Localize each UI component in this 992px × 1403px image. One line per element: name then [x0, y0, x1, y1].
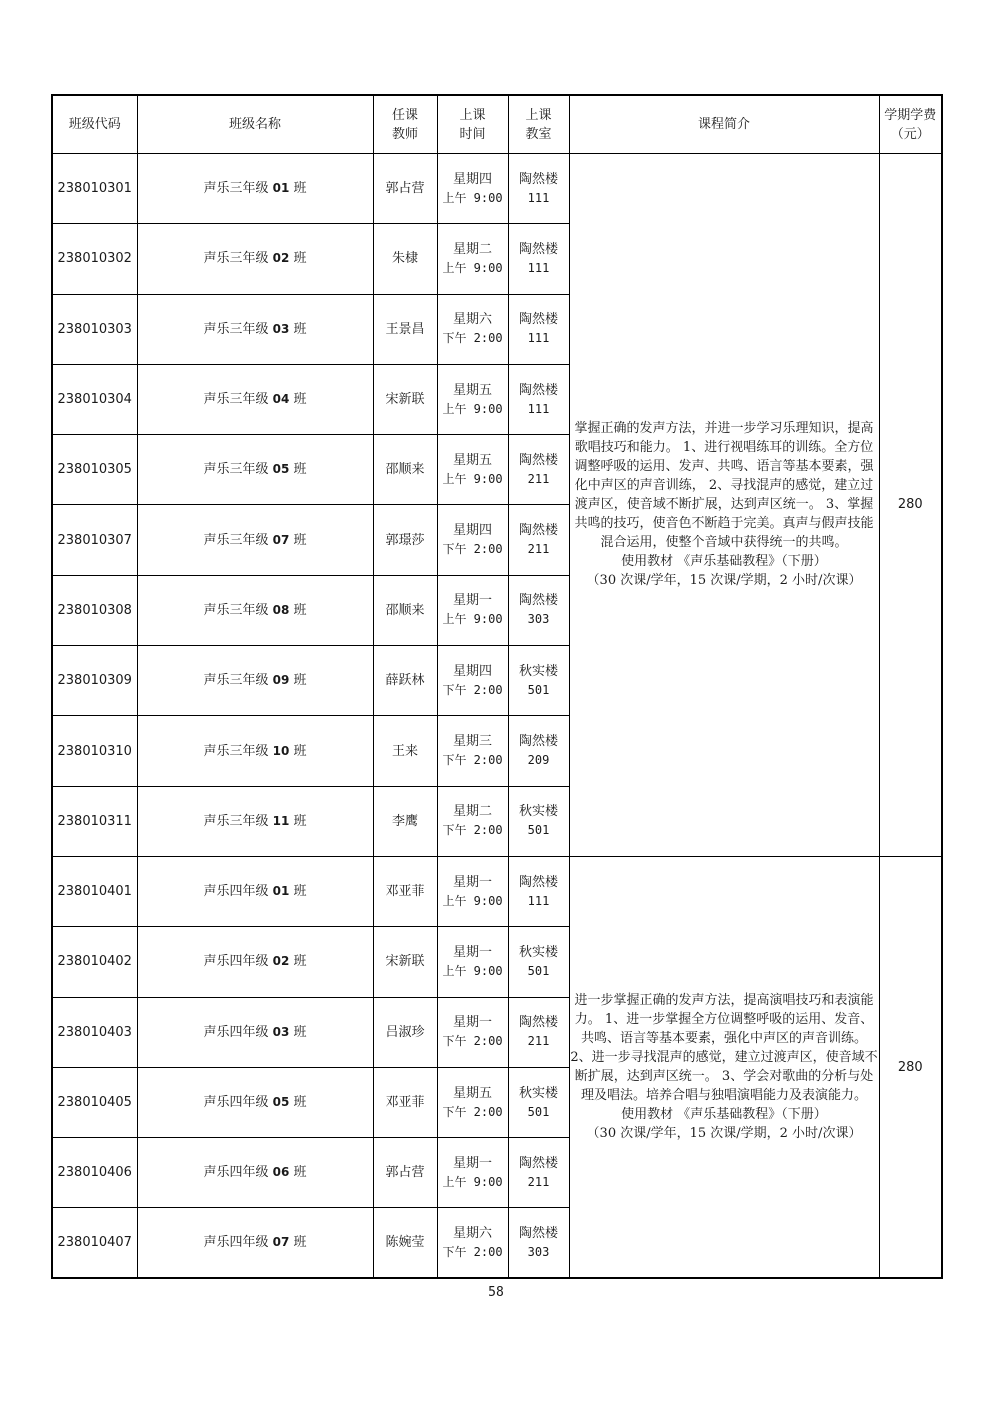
header-room-line2: 教室: [525, 126, 552, 142]
class-day: 星期四: [452, 523, 492, 539]
class-name-number: 01: [272, 181, 290, 196]
class-time: [437, 435, 508, 505]
class-name-prefix: 声乐四年级: [203, 1165, 269, 1181]
class-day: 星期五: [452, 1085, 492, 1101]
classroom-number: 111: [527, 893, 550, 908]
class-name-suffix: 班: [293, 673, 307, 689]
class-code: 238010405: [52, 1067, 137, 1137]
classroom-building: 陶然楼: [518, 382, 558, 398]
classroom: [508, 786, 569, 856]
classroom: [508, 505, 569, 575]
classroom-number: 303: [527, 612, 550, 627]
header-fee-line1: 学期学费: [884, 107, 937, 123]
class-name: [137, 364, 373, 434]
classroom: [508, 154, 569, 224]
teacher: 邵顺来: [373, 575, 437, 645]
class-code: 238010401: [52, 856, 137, 926]
course-description-paragraph: 掌握正确的发声方法，并进一步学习乐理知识，提高歌唱技巧和能力。 1、进行视唱练耳的训练。全方位调整呼吸的运用、发声、共鸣、语言等基本要素，强化中声区的声音训练， 2、寻找混声的感觉，建立过渡声区，使音域不断扩展，达到声区统一。 3、掌握共鸣的技巧，使音色不断趋于完美。真声与假声技能混合运用，使整个音域中获得统一的共鸣。: [574, 421, 874, 551]
class-name-prefix: 声乐四年级: [203, 954, 269, 970]
classroom-building: 秋实楼: [518, 944, 558, 960]
header-teacher: [373, 95, 437, 154]
class-hour: 上午 9:00: [442, 401, 503, 416]
classroom-number: 111: [527, 331, 550, 346]
class-name-prefix: 声乐四年级: [203, 884, 269, 900]
header-class-name: 班级名称: [137, 95, 373, 154]
class-day: 星期二: [452, 241, 492, 257]
class-time: [437, 1138, 508, 1208]
teacher: 薛跃林: [373, 646, 437, 716]
class-day: 星期四: [452, 171, 492, 187]
course-description: [569, 154, 879, 857]
classroom: [508, 856, 569, 926]
header-course-intro: 课程简介: [569, 95, 879, 154]
class-name-prefix: 声乐四年级: [203, 1235, 269, 1251]
classroom: [508, 646, 569, 716]
class-time: [437, 224, 508, 294]
classroom-number: 111: [527, 190, 550, 205]
class-name-prefix: 声乐三年级: [203, 251, 269, 267]
class-name-suffix: 班: [293, 813, 307, 829]
class-time: [437, 927, 508, 997]
class-name: [137, 716, 373, 786]
classroom: [508, 294, 569, 364]
class-name-suffix: 班: [293, 462, 307, 478]
class-name-number: 01: [272, 884, 290, 899]
class-code: 238010309: [52, 646, 137, 716]
classroom: [508, 716, 569, 786]
classroom-building: 陶然楼: [518, 523, 558, 539]
class-name-suffix: 班: [293, 743, 307, 759]
header-room: [508, 95, 569, 154]
header-fee-line2: （元）: [890, 126, 930, 142]
class-name-number: 02: [272, 954, 290, 969]
classroom-building: 陶然楼: [518, 241, 558, 257]
class-name: [137, 1138, 373, 1208]
class-name-suffix: 班: [293, 532, 307, 548]
class-hour: 上午 9:00: [442, 260, 503, 275]
class-name-number: 11: [272, 813, 290, 828]
class-name: [137, 505, 373, 575]
classroom-number: 501: [527, 682, 550, 697]
table-row: [52, 154, 942, 224]
teacher: 邵顺来: [373, 435, 437, 505]
class-hour: 下午 2:00: [442, 331, 503, 346]
class-day: 星期二: [452, 804, 492, 820]
classroom-number: 303: [527, 1244, 550, 1259]
classroom: [508, 1138, 569, 1208]
class-code: 238010301: [52, 154, 137, 224]
classroom-building: 陶然楼: [518, 874, 558, 890]
class-name-number: 07: [272, 532, 290, 547]
class-name-prefix: 声乐三年级: [203, 181, 269, 197]
class-name: [137, 154, 373, 224]
teacher: 郭璟莎: [373, 505, 437, 575]
class-name-prefix: 声乐四年级: [203, 1095, 269, 1110]
class-name-number: 05: [272, 462, 290, 477]
class-name-suffix: 班: [293, 1024, 307, 1040]
class-name-prefix: 声乐三年级: [203, 602, 269, 618]
class-name-suffix: 班: [293, 884, 307, 900]
class-day: 星期一: [452, 944, 492, 960]
teacher: 邓亚菲: [373, 856, 437, 926]
classroom-number: 501: [527, 823, 550, 838]
class-code: 238010406: [52, 1138, 137, 1208]
class-time: [437, 1208, 508, 1278]
class-name: [137, 786, 373, 856]
semester-fee: 280: [879, 856, 942, 1278]
class-name-suffix: 班: [293, 1095, 307, 1110]
class-day: 星期一: [452, 874, 492, 890]
classroom-building: 陶然楼: [518, 171, 558, 187]
header-time-line1: 上课: [459, 107, 486, 123]
class-day: 星期六: [452, 312, 492, 328]
classroom-building: 陶然楼: [518, 593, 558, 609]
class-name-number: 02: [272, 251, 290, 266]
class-name-number: 07: [272, 1235, 290, 1250]
class-name: [137, 997, 373, 1067]
table-row: [52, 856, 942, 926]
header-teacher-line2: 教师: [391, 126, 418, 142]
class-name-suffix: 班: [293, 602, 307, 618]
header-time-line2: 时间: [459, 126, 486, 142]
class-day: 星期一: [452, 1015, 492, 1031]
class-hour: 上午 9:00: [442, 190, 503, 205]
class-time: [437, 575, 508, 645]
class-code: 238010302: [52, 224, 137, 294]
class-name-prefix: 声乐三年级: [203, 462, 269, 478]
classroom-building: 陶然楼: [518, 1015, 558, 1031]
classroom-number: 111: [527, 401, 550, 416]
course-description: [569, 856, 879, 1278]
class-hour: 下午 2:00: [442, 823, 503, 838]
class-code: 238010304: [52, 364, 137, 434]
class-hour: 下午 2:00: [442, 1104, 503, 1119]
class-name: [137, 1208, 373, 1278]
class-day: 星期一: [452, 593, 492, 609]
course-description-paragraph: （30 次课/学年，15 次课/学期，2 小时/次课）: [586, 573, 862, 589]
classroom-building: 秋实楼: [518, 1085, 558, 1101]
class-time: [437, 505, 508, 575]
class-time: [437, 997, 508, 1067]
teacher: 王来: [373, 716, 437, 786]
course-description-paragraph: 进一步掌握正确的发声方法，提高演唱技巧和表演能力。 1、进一步掌握全方位调整呼吸的运用、发音、共鸣、语言等基本要素，强化中声区的声音训练。 2、进一步寻找混声的感觉，建立过渡声区，使音域不断扩展，达到声区统一。 3、学会对歌曲的分析与处理及唱法。培养合唱与独唱演唱能力及表演能力。: [570, 993, 878, 1104]
class-code: 238010305: [52, 435, 137, 505]
header-row: [52, 95, 942, 154]
teacher: 李鹰: [373, 786, 437, 856]
class-name: [137, 646, 373, 716]
header-fee: [879, 95, 942, 154]
class-hour: 下午 2:00: [442, 753, 503, 768]
semester-fee: 280: [879, 154, 942, 857]
class-name-suffix: 班: [293, 251, 307, 267]
teacher: 宋新联: [373, 927, 437, 997]
teacher: 陈婉莹: [373, 1208, 437, 1278]
class-hour: 上午 9:00: [442, 963, 503, 978]
class-hour: 下午 2:00: [442, 542, 503, 557]
class-name-suffix: 班: [293, 1165, 307, 1181]
teacher: 宋新联: [373, 364, 437, 434]
class-name-number: 10: [272, 743, 290, 758]
classroom-building: 陶然楼: [518, 734, 558, 750]
classroom-number: 209: [527, 753, 550, 768]
class-hour: 下午 2:00: [442, 1034, 503, 1049]
class-name-number: 09: [272, 673, 290, 688]
classroom: [508, 435, 569, 505]
class-time: [437, 364, 508, 434]
class-time: [437, 786, 508, 856]
class-name-prefix: 声乐三年级: [203, 392, 269, 408]
class-day: 星期一: [452, 1155, 492, 1171]
class-day: 星期六: [452, 1225, 492, 1241]
class-hour: 上午 9:00: [442, 471, 503, 486]
class-name-number: 06: [272, 1165, 290, 1180]
classroom-building: 秋实楼: [518, 804, 558, 820]
teacher: 朱棣: [373, 224, 437, 294]
class-day: 星期五: [452, 452, 492, 468]
class-time: [437, 294, 508, 364]
classroom-building: 陶然楼: [518, 1155, 558, 1171]
class-name: [137, 927, 373, 997]
class-day: 星期五: [452, 382, 492, 398]
class-code: 238010307: [52, 505, 137, 575]
class-name: [137, 575, 373, 645]
class-name: [137, 294, 373, 364]
class-name: [137, 856, 373, 926]
class-code: 238010308: [52, 575, 137, 645]
class-name: [137, 224, 373, 294]
class-time: [437, 856, 508, 926]
class-hour: 下午 2:00: [442, 1244, 503, 1259]
class-name-suffix: 班: [293, 392, 307, 408]
teacher: 吕淑珍: [373, 997, 437, 1067]
class-time: [437, 716, 508, 786]
classroom-number: 211: [527, 1174, 550, 1189]
header-class-code: 班级代码: [52, 95, 137, 154]
course-schedule-table: [51, 94, 943, 1279]
page-number: 58: [488, 1285, 504, 1300]
class-hour: 上午 9:00: [442, 612, 503, 627]
class-code: 238010311: [52, 786, 137, 856]
course-description-paragraph: 使用教材 《声乐基础教程》（下册）: [621, 1107, 827, 1123]
class-name-prefix: 声乐三年级: [203, 673, 269, 689]
teacher: 郭占营: [373, 1138, 437, 1208]
header-room-line1: 上课: [525, 107, 552, 123]
class-hour: 下午 2:00: [442, 682, 503, 697]
header-time: [437, 95, 508, 154]
class-hour: 上午 9:00: [442, 1174, 503, 1189]
class-code: 238010402: [52, 927, 137, 997]
classroom: [508, 1208, 569, 1278]
course-description-paragraph: 使用教材 《声乐基础教程》（下册）: [621, 554, 827, 570]
course-description-paragraph: （30 次课/学年，15 次课/学期，2 小时/次课）: [586, 1126, 862, 1142]
teacher: 郭占营: [373, 154, 437, 224]
class-name-suffix: 班: [293, 181, 307, 197]
class-name-prefix: 声乐三年级: [203, 321, 269, 337]
class-hour: 上午 9:00: [442, 893, 503, 908]
class-time: [437, 154, 508, 224]
classroom-building: 陶然楼: [518, 1225, 558, 1241]
class-name: [137, 435, 373, 505]
class-code: 238010403: [52, 997, 137, 1067]
classroom-number: 211: [527, 542, 550, 557]
class-code: 238010407: [52, 1208, 137, 1278]
classroom-number: 211: [527, 471, 550, 486]
class-name-number: 04: [272, 392, 290, 407]
classroom-number: 501: [527, 1104, 550, 1119]
class-time: [437, 1067, 508, 1137]
classroom: [508, 575, 569, 645]
classroom-building: 陶然楼: [518, 452, 558, 468]
teacher: 王景昌: [373, 294, 437, 364]
classroom-building: 陶然楼: [518, 312, 558, 328]
class-name-number: 03: [272, 321, 290, 336]
class-name-number: 03: [272, 1024, 290, 1039]
class-code: 238010303: [52, 294, 137, 364]
classroom: [508, 927, 569, 997]
classroom: [508, 997, 569, 1067]
class-name-prefix: 声乐三年级: [203, 743, 269, 759]
class-name-prefix: 声乐三年级: [203, 532, 269, 548]
class-name-number: 08: [272, 602, 290, 617]
classroom: [508, 364, 569, 434]
class-day: 星期三: [452, 734, 492, 750]
header-teacher-line1: 任课: [391, 107, 418, 123]
class-time: [437, 646, 508, 716]
class-name-number: 05: [272, 1095, 290, 1109]
class-name-prefix: 声乐三年级: [203, 813, 269, 829]
class-name-suffix: 班: [293, 954, 307, 970]
class-code: 238010310: [52, 716, 137, 786]
classroom: [508, 224, 569, 294]
class-name-suffix: 班: [293, 321, 307, 337]
classroom-number: 501: [527, 963, 550, 978]
class-name-suffix: 班: [293, 1235, 307, 1251]
teacher: 邓亚菲: [373, 1067, 437, 1137]
class-name: [137, 1067, 373, 1137]
class-day: 星期四: [452, 663, 492, 679]
class-name-prefix: 声乐四年级: [203, 1024, 269, 1040]
classroom-building: 秋实楼: [518, 663, 558, 679]
classroom-number: 111: [527, 260, 550, 275]
classroom-number: 211: [527, 1034, 550, 1049]
classroom: [508, 1067, 569, 1137]
